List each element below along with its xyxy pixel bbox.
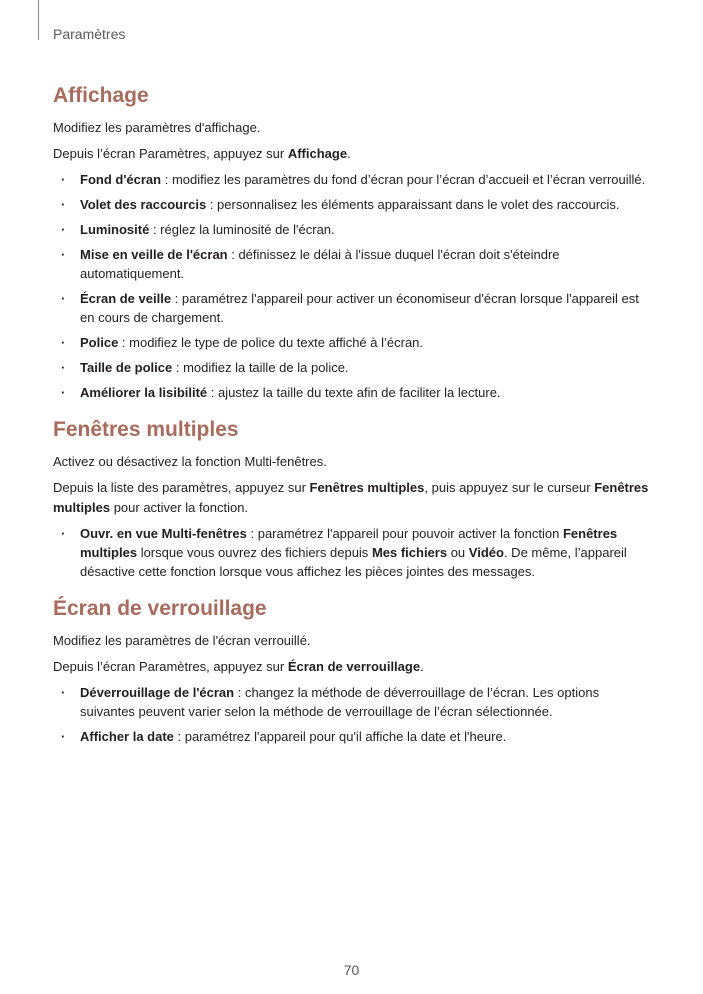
section-path: Depuis l’écran Paramètres, appuyez sur Écran de verrouillage. bbox=[53, 659, 424, 674]
option-list bbox=[53, 683, 653, 746]
section-affichage bbox=[53, 82, 653, 402]
list-item: · Taille de police : modifiez la taille de la police. bbox=[53, 358, 653, 377]
list-item: · Écran de veille : paramétrez l'appareil pour activer un économiseur d'écran lorsque l'appareil est en cours de chargement. bbox=[53, 289, 653, 327]
section-intro: Modifiez les paramètres de l'écran verrouillé. bbox=[53, 633, 311, 648]
section-path: Depuis la liste des paramètres, appuyez sur Fenêtres multiples, puis appuyez sur le curseur Fenêtres multiples pour activer la fonction. bbox=[53, 480, 649, 515]
option-list bbox=[53, 524, 653, 581]
section-title: Écran de verrouillage bbox=[53, 597, 267, 620]
list-item: · Luminosité : réglez la luminosité de l'écran. bbox=[53, 220, 653, 239]
section-ecran-de-verrouillage bbox=[53, 595, 653, 746]
section-intro: Modifiez les paramètres d'affichage. bbox=[53, 120, 261, 135]
list-item: · Afficher la date : paramétrez l'appareil pour qu'il affiche la date et l'heure. bbox=[53, 727, 653, 746]
section-title: Affichage bbox=[53, 84, 149, 107]
list-item: · Ouvr. en vue Multi-fenêtres : paramétrez l'appareil pour pouvoir activer la fonction Fenêtres multiples lorsque vous ouvrez des fichiers depuis Mes fichiers ou Vidéo. De même, l’appareil désactive cette fonction lorsque vous affichez les pièces jointes des messages. bbox=[53, 524, 653, 581]
option-list bbox=[53, 170, 653, 402]
list-item: · Déverrouillage de l'écran : changez la méthode de déverrouillage de l’écran. Les options suivantes peuvent varier selon la méthode de verrouillage de l’écran sélectionnée. bbox=[53, 683, 653, 721]
list-item: · Mise en veille de l'écran : définissez le délai à l'issue duquel l'écran doit s'éteindre automatiquement. bbox=[53, 245, 653, 283]
page-number: 70 bbox=[343, 962, 360, 978]
header-label: Paramètres bbox=[53, 26, 126, 42]
section-title: Fenêtres multiples bbox=[53, 418, 239, 441]
list-item: · Volet des raccourcis : personnalisez les éléments apparaissant dans le volet des raccourcis. bbox=[53, 195, 653, 214]
header-rule bbox=[38, 0, 39, 40]
page-content bbox=[53, 82, 653, 760]
section-fenetres-multiples bbox=[53, 416, 653, 581]
list-item: · Améliorer la lisibilité : ajustez la taille du texte afin de faciliter la lecture. bbox=[53, 383, 653, 402]
list-item: · Fond d'écran : modifiez les paramètres du fond d’écran pour l’écran d’accueil et l’écran verrouillé. bbox=[53, 170, 653, 189]
section-path: Depuis l’écran Paramètres, appuyez sur Affichage. bbox=[53, 146, 351, 161]
list-item: · Police : modifiez le type de police du texte affiché à l’écran. bbox=[53, 333, 653, 352]
section-intro: Activez ou désactivez la fonction Multi-fenêtres. bbox=[53, 454, 327, 469]
